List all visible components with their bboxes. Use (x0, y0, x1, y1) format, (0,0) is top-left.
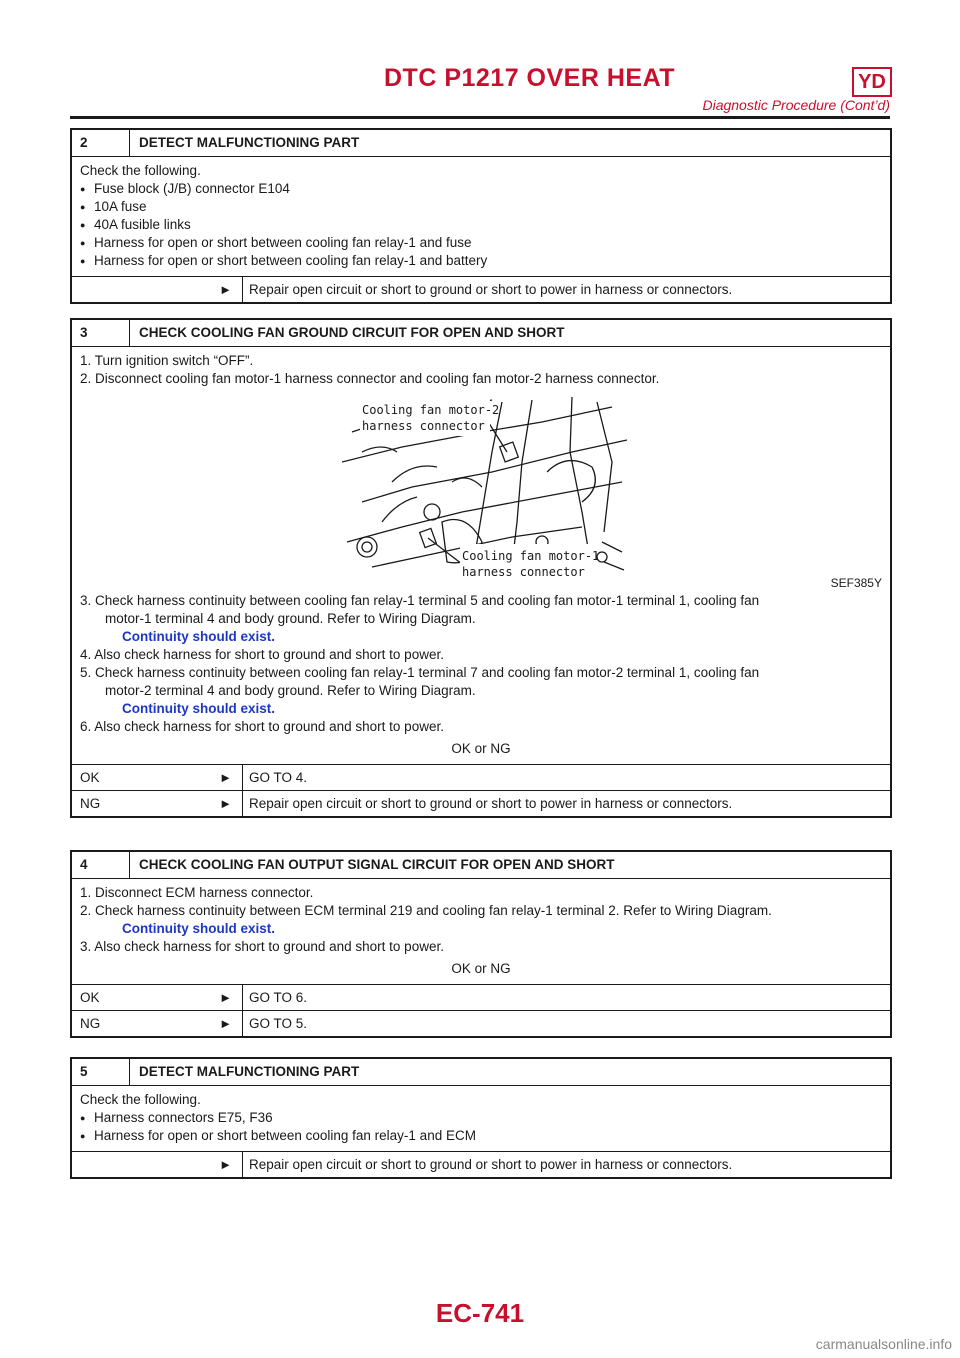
instruction-line: motor-2 terminal 4 and body ground. Refer to Wiring Diagram. (105, 683, 476, 698)
check-item: ● Harness for open or short between cooling fan relay-1 and ECM (80, 1127, 882, 1145)
page-number: EC-741 (435, 1298, 525, 1328)
step-5-header (72, 1059, 890, 1086)
step-4-block (70, 850, 892, 1038)
result-row-ng (72, 1010, 890, 1036)
watermark: carmanualsonline.info (815, 1336, 952, 1352)
step-title: DETECT MALFUNCTIONING PART (139, 1064, 360, 1079)
check-item: ● Harness for open or short between cooling fan relay-1 and fuse (80, 234, 882, 252)
step-5-body (72, 1086, 890, 1152)
instruction-line: 2. Disconnect cooling fan motor-1 harness connector and cooling fan motor-2 harness connector. (80, 371, 660, 386)
connector-figure (80, 392, 882, 592)
result-action: GO TO 5. (242, 1011, 307, 1036)
figure-label: harness connector (462, 565, 585, 579)
engine-badge: YD (852, 67, 892, 97)
engine-bay-illustration (342, 392, 632, 592)
result-row-ok (72, 985, 890, 1010)
arrow-icon: ► (219, 282, 232, 297)
step-title: CHECK COOLING FAN GROUND CIRCUIT FOR OPEN AND SHORT (139, 325, 565, 340)
step-4-header (72, 852, 890, 879)
result-action: Repair open circuit or short to ground or short to power in harness or connectors. (242, 791, 732, 816)
arrow-icon: ► (219, 796, 232, 811)
ok-or-ng-label: OK or NG (451, 961, 511, 976)
result-label: NG (80, 796, 101, 811)
result-row (72, 1152, 890, 1177)
result-row (72, 277, 890, 302)
step-title: CHECK COOLING FAN OUTPUT SIGNAL CIRCUIT FOR OPEN AND SHORT (139, 857, 615, 872)
step-number: 4 (72, 852, 130, 878)
figure-label: Cooling fan motor-1 (462, 549, 600, 563)
instruction-line: 4. Also check harness for short to ground and short to power. (80, 647, 444, 662)
step-2-body (72, 157, 890, 277)
step-intro: Check the following. (80, 163, 201, 178)
step-2-block (70, 128, 892, 304)
result-action: GO TO 6. (242, 985, 307, 1010)
step-3-block (70, 318, 892, 818)
instruction-line: 1. Disconnect ECM harness connector. (80, 885, 314, 900)
spec-text: Continuity should exist. (122, 701, 276, 716)
result-row-ng (72, 790, 890, 816)
check-item: ● Fuse block (J/B) connector E104 (80, 180, 882, 198)
check-item: ● Harness for open or short between cooling fan relay-1 and battery (80, 252, 882, 270)
instruction-line: motor-1 terminal 4 and body ground. Refer to Wiring Diagram. (105, 611, 476, 626)
result-label: OK (80, 990, 100, 1005)
step-5-block (70, 1057, 892, 1179)
arrow-icon: ► (219, 990, 232, 1005)
figure-label: harness connector (362, 419, 485, 433)
step-3-header (72, 320, 890, 347)
spec-text: Continuity should exist. (122, 629, 276, 644)
step-2-header (72, 130, 890, 157)
step-title: DETECT MALFUNCTIONING PART (139, 135, 360, 150)
result-action: Repair open circuit or short to ground or short to power in harness or connectors. (242, 1152, 732, 1177)
arrow-icon: ► (219, 1157, 232, 1172)
ok-or-ng-label: OK or NG (451, 741, 511, 756)
result-row-ok (72, 765, 890, 790)
check-item: ● 10A fuse (80, 198, 882, 216)
check-item: ● 40A fusible links (80, 216, 882, 234)
step-3-body (72, 347, 890, 765)
step-4-body (72, 879, 890, 985)
figure-code: SEF385Y (830, 576, 882, 590)
arrow-icon: ► (219, 770, 232, 785)
spec-text: Continuity should exist. (122, 921, 276, 936)
step-number: 5 (72, 1059, 130, 1085)
result-label: NG (80, 1016, 101, 1031)
result-action: Repair open circuit or short to ground or short to power in harness or connectors. (242, 277, 732, 302)
instruction-line: 3. Check harness continuity between cooling fan relay-1 terminal 5 and cooling fan motor-1 terminal 1, cooling fan (80, 593, 760, 608)
instruction-line: 6. Also check harness for short to ground and short to power. (80, 719, 444, 734)
step-intro: Check the following. (80, 1092, 201, 1107)
instruction-line: 3. Also check harness for short to ground and short to power. (80, 939, 444, 954)
arrow-icon: ► (219, 1016, 232, 1031)
instruction-line: 2. Check harness continuity between ECM terminal 219 and cooling fan relay-1 terminal 2. Refer to Wiring Diagram. (80, 903, 772, 918)
page-subtitle: Diagnostic Procedure (Cont’d) (702, 97, 890, 113)
instruction-line: 1. Turn ignition switch “OFF”. (80, 353, 254, 368)
check-item: ● Harness connectors E75, F36 (80, 1109, 882, 1127)
header-rule (70, 116, 890, 119)
step-number: 3 (72, 320, 130, 346)
page-title: DTC P1217 OVER HEAT (384, 64, 676, 92)
result-action: GO TO 4. (242, 765, 307, 790)
figure-label: Cooling fan motor-2 (362, 403, 500, 417)
result-label: OK (80, 770, 100, 785)
instruction-line: 5. Check harness continuity between cooling fan relay-1 terminal 7 and cooling fan motor-2 terminal 1, cooling fan (80, 665, 760, 680)
step-number: 2 (72, 130, 130, 156)
